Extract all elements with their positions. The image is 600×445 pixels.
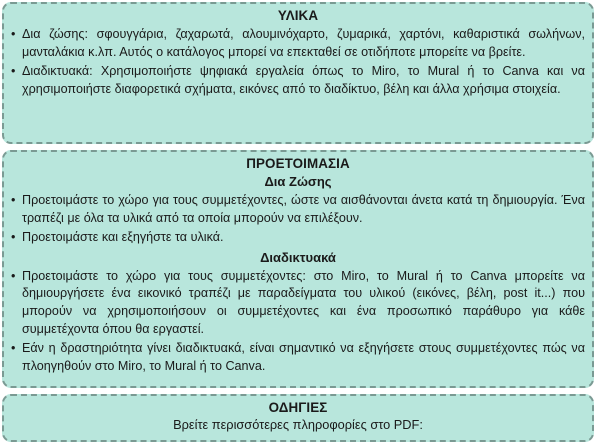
list-item [11, 340, 585, 375]
list-item-text: Διαδικτυακά: Χρησιμοποιήστε ψηφιακά εργαλεία όπως το Miro, το Mural ή το Canva και να χρησιμοποιήστε διαφορετικά σχήματα, εικόνες από το διαδίκτυο, βέλη και άλλα χρήσιμα στοιχεία. [22, 64, 585, 96]
list-item [11, 268, 585, 338]
bullet-icon: • [11, 230, 16, 245]
bullet-icon: • [11, 193, 16, 207]
preparation-heading: ΠΡΟΕΤΟΙΜΑΣΙΑ [246, 156, 350, 171]
materials-panel [2, 2, 594, 144]
list-item-text: Προετοιμάστε το χώρο για τους συμμετέχοντες: στο Miro, το Mural ή το Canva μπορείτε να δημιουργήσετε ένα εικονικό τραπέζι με παραδείγματα του υλικού (εικόνες, βέλη, post it...) που μπορούν να χρησιμοποιήσουν οι συμμετέχοντες και ένα προσωπικό παράθυρο για κάθε συμμετέχοντα όπου θα εργαστεί. [22, 268, 585, 336]
list-item-text: Δια ζώσης: σφουγγάρια, ζαχαρωτά, αλουμινόχαρτο, ζυμαρικά, χαρτόνι, καθαριστικά σωλήνων, μανταλάκια κ.λπ. Αυτός ο κατάλογος μπορεί να επεκταθεί σε οτιδήποτε μπορείτε να βρείτε. [22, 27, 585, 59]
in-person-list [11, 192, 585, 247]
instructions-heading: ΟΔΗΓΙΕΣ [268, 400, 328, 415]
online-list [11, 268, 585, 376]
bullet-icon: • [11, 27, 16, 41]
online-subheading: Διαδικτυακά [260, 249, 336, 265]
list-item-text: Προετοιμάστε και εξηγήστε τα υλικά. [22, 230, 224, 245]
list-item-text: Προετοιμάστε το χώρο για τους συμμετέχοντες, ώστε να αισθάνονται άνετα κατά τη δημιουργία. Ένα τραπέζι με όλα τα υλικά από τα οποία μπορούν να επιλέξουν. [22, 193, 585, 225]
list-item [11, 63, 585, 98]
materials-list [11, 26, 585, 98]
in-person-subheading: Δια Ζώσης [264, 174, 332, 189]
materials-heading: ΥΛΙΚΑ [277, 8, 319, 23]
list-item [11, 192, 585, 227]
bullet-icon: • [11, 64, 16, 79]
bullet-icon: • [11, 268, 16, 283]
preparation-panel [2, 150, 594, 388]
bullet-icon: • [11, 341, 16, 356]
list-item [11, 26, 585, 61]
list-item [11, 229, 585, 247]
instructions-panel [2, 394, 594, 442]
list-item-text: Εάν η δραστηριότητα γίνει διαδικτυακά, είναι σημαντικό να εξηγήσετε στους συμμετέχοντες πώς να πλοηγηθούν στο Miro, το Mural ή το Canva. [22, 341, 585, 373]
instructions-text: Βρείτε περισσότερες πληροφορίες στο PDF: [173, 417, 423, 432]
